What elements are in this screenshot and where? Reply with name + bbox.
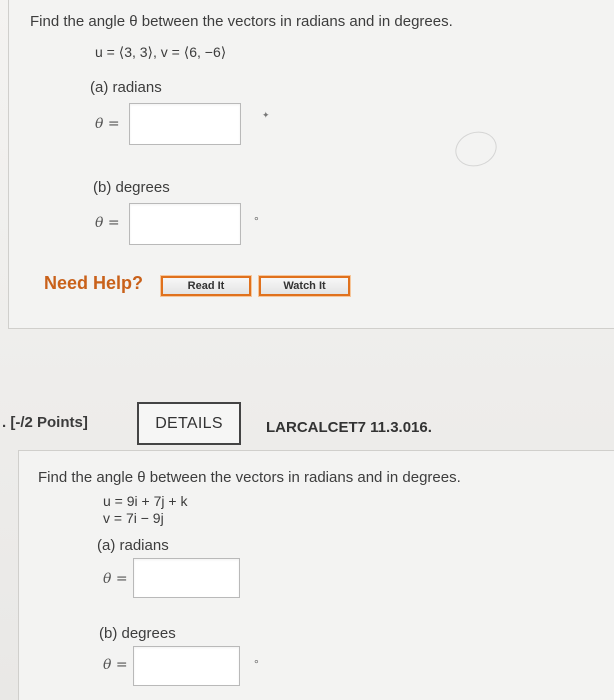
problem-1-vectors: u = ⟨3, 3⟩, v = ⟨6, −6⟩	[95, 44, 227, 60]
degrees-answer-input-1[interactable]	[129, 203, 241, 245]
problem-1-question: Find the angle θ between the vectors in radians and in degrees.	[30, 13, 453, 30]
problem-2-part-a-theta-label: θ =	[103, 571, 128, 587]
problem-2-part-b-theta-label: θ =	[103, 657, 128, 673]
degree-unit-2: °	[254, 657, 259, 671]
problem-reference: LARCALCET7 11.3.016.	[266, 419, 432, 436]
problem-1-part-b-theta-label: θ =	[95, 215, 120, 231]
cursor-mark: ✦	[262, 110, 270, 120]
read-it-button[interactable]: Read It	[161, 276, 251, 296]
need-help-label: Need Help?	[44, 273, 144, 293]
radians-answer-input-1[interactable]	[129, 103, 241, 145]
problem-2-part-b-label: (b) degrees	[99, 625, 176, 642]
problem-1-part-b-label: (b) degrees	[93, 179, 170, 196]
radians-answer-input-2[interactable]	[133, 558, 240, 598]
problem-1-part-a-label: (a) radians	[90, 79, 162, 96]
problem-2-vector-u: u = 9i + 7j + k	[103, 493, 188, 509]
degree-unit-1: °	[254, 214, 259, 228]
problem-2-part-a-label: (a) radians	[97, 537, 169, 554]
problem-2-question: Find the angle θ between the vectors in radians and in degrees.	[38, 469, 461, 486]
degrees-answer-input-2[interactable]	[133, 646, 240, 686]
watch-it-button[interactable]: Watch It	[259, 276, 350, 296]
points-label: . [-/2 Points]	[2, 414, 88, 431]
problem-2-vector-v: v = 7i − 9j	[103, 510, 164, 526]
details-button[interactable]: DETAILS	[137, 402, 241, 445]
problem-1-part-a-theta-label: θ =	[95, 116, 120, 132]
